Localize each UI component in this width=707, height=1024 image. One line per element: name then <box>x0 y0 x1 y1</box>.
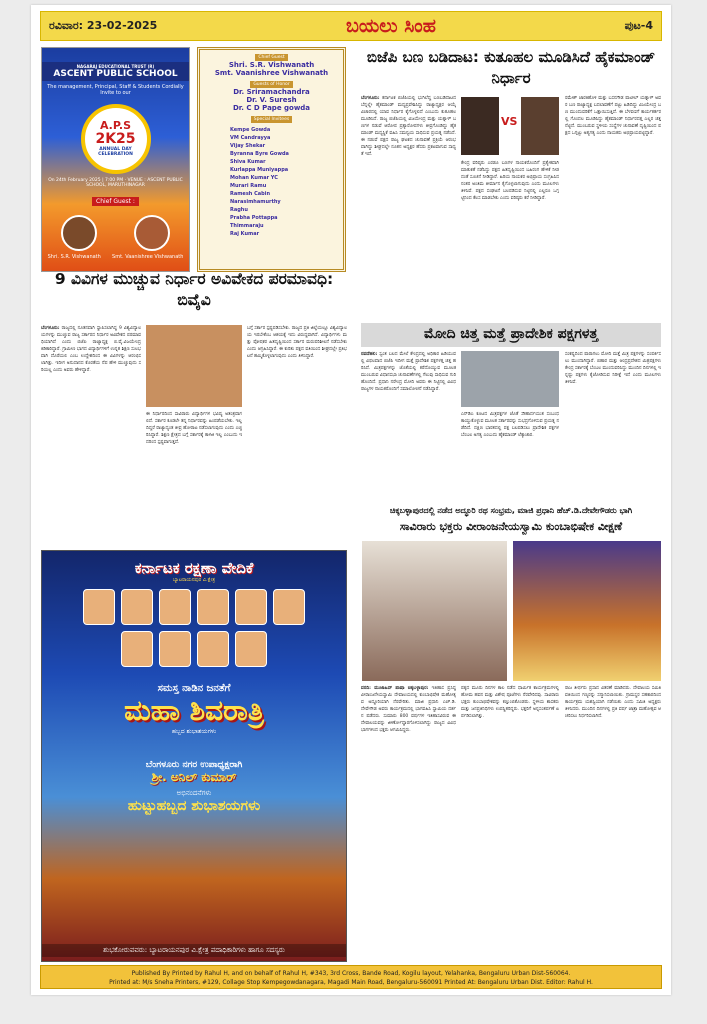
festival-wishes: ಹಬ್ಬದ ಶುಭಾಶಯಗಳು <box>171 728 217 735</box>
list-item: Byranna Byre Gowda <box>230 151 289 157</box>
school-name: NAGARAJ EDUCATIONAL TRUST (R) ASCENT PUBLIC SCHOOL <box>42 62 189 81</box>
article-4-col-2: ಪಕ್ಕದ ಮೂರು ದಿನಗಳ ಕಾಲ ನಡೆದ ಧಾರ್ಮಿಕ ಕಾರ್ಯಕ್ರಮಗಳಲ್ಲಿ ಹೋಮ ಹವನ ಮತ್ತು ವಿಶೇಷ ಪೂಜೆಗಳು ನೆರವೇರಿದವು. ಸಾವಿರಾರು ಭಕ್ತರು ಕುಂಬಾಭಿಷೇಕವನ್ನು ಕಣ್ತುಂಬಿಕೊಂಡರು. ಸ್ಥಳೀಯ ಶಾಸಕರು ಮತ್ತು ಜನಪ್ರತಿನಿಧಿಗಳು ಉಪಸ್ಥಿತರಿದ್ದರು. ಭಕ್ತರಿಗೆ ಅನ್ನಸಂತರ್ಪಣೆ ಏರ್ಪಡಿಸಲಾಗಿತ್ತು. <box>461 686 559 719</box>
article-1-col-1: ಬೆಂಗಳೂರು: ಕರ್ನಾಟಕ ಬಿಜೆಪಿಯಲ್ಲಿ ಭುಗಿಲೆದ್ದ ಬಣಬಡಿದಾಟದ ಬೆನ್ನಲ್ಲೇ ಹೈಕಮಾಂಡ್ ಮಧ್ಯಪ್ರವೇಶಿಸಿದ್ದು ರಾಜ್ಯಾಧ್ಯಕ್ಷರ ಆಯ್ಕೆ ವಿಚಾರದಲ್ಲಿ ಯಾವ ನಿರ್ಧಾರ ಕೈಗೊಳ್ಳಲಿದೆ ಎಂಬುದು ಕುತೂಹಲ ಮೂಡಿಸಿದೆ. ರಾಜ್ಯ ಬಿಜೆಪಿಯಲ್ಲಿ ವಿಜಯೇಂದ್ರ ಮತ್ತು ಯತ್ನಾಳ್ ಬಣಗಳ ನಡುವೆ ಆರೋಪ ಪ್ರತ್ಯಾರೋಪಗಳು ತೀವ್ರಗೊಂಡಿದ್ದು ಹೈಕಮಾಂಡ್ ಮಧ್ಯಸ್ಥಿಕೆ ವಹಿಸಿ ಸಮನ್ವಯ ಸಾಧಿಸುವ ಪ್ರಯತ್ನ ನಡೆಸಿದೆ. ಈ ನಡುವೆ ಪಕ್ಷದ ರಾಜ್ಯ ಘಟಕದ ಚುನಾವಣೆ ಪ್ರಕ್ರಿಯೆ ಆರಂಭವಾಗಿದ್ದು ಶೀಘ್ರದಲ್ಲೇ ನೂತನ ಅಧ್ಯಕ್ಷರ ಹೆಸರು ಪ್ರಕಟವಾಗುವ ಸಾಧ್ಯತೆ ಇದೆ. <box>361 96 456 157</box>
list-item: Kurlappa Muniyappa <box>230 167 289 173</box>
article-4-col-3: ರಾಜ ತೀರ್ಥರು ಪ್ರಸಾದ ವಿತರಣೆ ಮಾಡಿದರು. ದೇವಾಲಯ ಸಮಿತಿ ವತಿಯಿಂದ ಗಣ್ಯರನ್ನು ಸನ್ಮಾನಿಸಲಾಯಿತು. ಗ್ರಾಮಸ್ಥರ ಸಹಕಾರದಿಂದ ಕಾರ್ಯಕ್ರಮ ಯಶಸ್ವಿಯಾಗಿ ನಡೆಯಿತು ಎಂದು ಸಮಿತಿ ಅಧ್ಯಕ್ಷರು ತಿಳಿಸಿದರು. ಮುಂದಿನ ದಿನಗಳಲ್ಲಿ ಪ್ರತಿ ವರ್ಷ ಜಾತ್ರಾ ಮಹೋತ್ಸವ ಆಚರಿಸಲು ನಿರ್ಧರಿಸಲಾಗಿದೆ. <box>565 686 661 719</box>
list-item: VM Candrayya <box>230 135 271 141</box>
guest-list-ad: Chief Guest Shri. S.R. Vishwanath Smt. Vaanishree Vishwanath Guests of Honor Dr. Sriramachandra Dr. V. Suresh Dr. C D Pape gowda Special Invitees Kempe Gowda VM Candrayya Vijay Shekar Byranna Byre Gowda Shiva Kumar Kurlappa Muniyappa Mohan Kumar YC Murari Ramu Ramesh Cabin Narasimhamurthy Raghu Prabha Pottappa Thimmaraju Raj Kumar <box>197 47 346 272</box>
temple-ritual-photo <box>513 541 661 681</box>
member-photo <box>121 631 153 667</box>
guest-photo <box>134 215 170 251</box>
newspaper-title: ಬಯಲು ಸಿಂಹ <box>346 15 436 37</box>
festival-title: ಮಹಾ ಶಿವರಾತ್ರಿ <box>124 694 264 727</box>
honoree-name: ಶ್ರೀ. ಅನಿಲ್ ಕುಮಾರ್ <box>151 770 237 784</box>
article-3-col-2: ಎನ್‌ಡಿಎ ಕೂಟದ ಮಿತ್ರಪಕ್ಷಗಳ ಜೊತೆ ಸೌಹಾರ್ದಯುತ ಸಂಬಂಧ ಕಾಯ್ದುಕೊಳ್ಳುವ ಮೂಲಕ ಸರ್ಕಾರವನ್ನು ಸುಭದ್ರಗೊಳಿಸುವ ಪ್ರಯತ್ನ ನಡೆದಿದೆ. ದಕ್ಷಿಣ ಭಾರತದಲ್ಲಿ ಪಕ್ಷ ಬಲಪಡಿಸಲು ಪ್ರಾದೇಶಿಕ ಪಕ್ಷಗಳ ಬೆಂಬಲ ಅಗತ್ಯ ಎಂಬುದು ಹೈಕಮಾಂಡ್ ಲೆಕ್ಕಾಚಾರ. <box>461 412 559 438</box>
article-1-col-3: ರಮೇಶ್ ಜಾರಕಿಹೊಳಿ ಮತ್ತು ಬಸನಗೌಡ ಪಾಟೀಲ್ ಯತ್ನಾಳ್ ಅವರ ಬಣ ರಾಜ್ಯಾಧ್ಯಕ್ಷ ಬದಲಾವಣೆಗೆ ಪಟ್ಟು ಹಿಡಿದಿದ್ದು ವಿಜಯೇಂದ್ರ ಬಣ ಮುಂದುವರಿಕೆಗೆ ಒತ್ತಾಯಿಸುತ್ತಿದೆ. ಈ ಬೆಳವಣಿಗೆ ಕಾರ್ಯಕರ್ತರಲ್ಲಿ ಗೊಂದಲ ಮೂಡಿಸಿದ್ದು ಹೈಕಮಾಂಡ್ ನಿರ್ಧಾರದತ್ತ ಎಲ್ಲರ ಚಿತ್ತ ನೆಟ್ಟಿದೆ. ಮುಂಬರುವ ಸ್ಥಳೀಯ ಸಂಸ್ಥೆಗಳ ಚುನಾವಣೆ ದೃಷ್ಟಿಯಿಂದ ಪಕ್ಷದ ಒಗ್ಗಟ್ಟು ಅತ್ಯಗತ್ಯ ಎಂದು ನಾಯಕರು ಅಭಿಪ್ರಾಯಪಟ್ಟಿದ್ದಾರೆ. <box>565 96 661 136</box>
imprint-line-2: Printed at: M/s Sneha Printers, #129, Collage Stop Kempegowdanagara, Magadi Main Road, Bengaluru-560091 Printed At: Bengaluru Urban Dist. Editor: Rahul H. <box>109 979 593 986</box>
organisation-name: ಕರ್ನಾಟಕ ರಕ್ಷಣಾ ವೇದಿಕೆ <box>134 559 254 577</box>
member-photo <box>273 589 305 625</box>
vs-icon: VS <box>501 115 518 128</box>
ad-footer: ಶುಭಕೋರುವವರು: ಬ್ಯಾಟರಾಯನಪುರ ವಿ.ಕ್ಷೇತ್ರ ಪದಾಧಿಕಾರಿಗಳು ಹಾಗೂ ಸದಸ್ಯರು <box>42 944 346 957</box>
greeting-text: ಸಮಸ್ತ ನಾಡಿನ ಜನತೆಗೆ <box>157 683 231 694</box>
page-number: ಪುಟ-4 <box>624 19 653 32</box>
guest-label: Chief Guest : <box>92 197 139 206</box>
article-1-col-2: ಕೇಂದ್ರ ವರಿಷ್ಠರು ಎರಡೂ ಬಣಗಳ ನಾಯಕರೊಂದಿಗೆ ಪ್ರತ್ಯೇಕವಾಗಿ ಮಾತುಕತೆ ನಡೆಸಿದ್ದು ಪಕ್ಷದ ಹಿತದೃಷ್ಟಿಯಿಂದ ಬಹಿರಂಗ ಹೇಳಿಕೆ ನೀಡದಂತೆ ಸೂಚನೆ ನೀಡಿದ್ದಾರೆ. ಹಿರಿಯ ನಾಯಕರ ಅಭಿಪ್ರಾಯ ಸಂಗ್ರಹಿಸಿದ ನಂತರ ಅಂತಿಮ ತೀರ್ಮಾನ ಕೈಗೊಳ್ಳಲಾಗುವುದು ಎಂದು ಮೂಲಗಳು ತಿಳಿಸಿವೆ. ಪಕ್ಷದ ಸಂಘಟನೆ ಬಲಪಡಿಸುವ ನಿಟ್ಟಿನಲ್ಲಿ ಎಲ್ಲರೂ ಒಗ್ಗಟ್ಟಿನಿಂದ ಕೆಲಸ ಮಾಡಬೇಕು ಎಂದು ವರಿಷ್ಠರು ಕರೆ ನೀಡಿದ್ದಾರೆ. <box>461 161 559 201</box>
guest-photo <box>61 215 97 251</box>
member-photo <box>197 589 229 625</box>
temple-crowd-photo <box>362 541 507 681</box>
politician-photo-right <box>521 97 559 155</box>
modi-meeting-photo <box>461 351 559 407</box>
list-item: Narasimhamurthy <box>230 199 281 205</box>
shivaratri-greeting-ad <box>41 550 347 962</box>
guest-name: Smt. Vaanishree Vishwanath <box>112 254 184 260</box>
chief-guest-name-2: Smt. Vaanishree Vishwanath <box>214 69 329 77</box>
list-item: Thimmaraju <box>230 223 264 229</box>
masthead <box>40 11 662 41</box>
member-photo <box>197 631 229 667</box>
list-item: Murari Ramu <box>230 183 267 189</box>
article-3-col-1: ನವದೆಹಲಿ: ಸ್ವಂತ ಬಲದ ಮೇಲೆ ಕೇಂದ್ರದಲ್ಲಿ ಅಧಿಕಾರ ಹಿಡಿಯುವಲ್ಲಿ ವಿಫಲವಾದ ಬಿಜೆಪಿ ಇದೀಗ ಮತ್ತೆ ಪ್ರಾದೇಶಿಕ ಪಕ್ಷಗಳತ್ತ ಚಿತ್ತ ಹರಿಸಿದೆ. ಮಿತ್ರಪಕ್ಷಗಳನ್ನು ಜೊತೆಯಲ್ಲಿ ಕರೆದೊಯ್ಯುವ ಮೂಲಕ ಮುಂಬರುವ ವಿಧಾನಸಭಾ ಚುನಾವಣೆಗಳಲ್ಲಿ ಗೆಲುವು ಸಾಧಿಸುವ ಗುರಿ ಹೊಂದಿದೆ. ಪ್ರಧಾನಿ ನರೇಂದ್ರ ಮೋದಿ ಅವರು ಈ ನಿಟ್ಟಿನಲ್ಲಿ ವಿವಿಧ ರಾಜ್ಯಗಳ ನಾಯಕರೊಂದಿಗೆ ಸಮಾಲೋಚನೆ ನಡೆಸಿದ್ದಾರೆ. <box>361 352 456 392</box>
politician-photo-left <box>461 97 499 155</box>
guest-name: Shri. S.R. Vishwanath <box>47 254 101 260</box>
organisation-subtitle: ಬ್ಯಾಟರಾಯನಪುರ ವಿ.ಕ್ಷೇತ್ರ <box>172 577 216 583</box>
article-3-col-3: ಸಂಕಷ್ಟದಿಂದ ಪಾರಾಗಲು ಮೋದಿ ಮತ್ತೆ ಮಿತ್ರ ಪಕ್ಷಗಳನ್ನು ಸಂಪರ್ಕಿಸಲು ಮುಂದಾಗಿದ್ದಾರೆ. ಬಿಹಾರ ಮತ್ತು ಆಂಧ್ರಪ್ರದೇಶದ ಮಿತ್ರಪಕ್ಷಗಳು ಕೇಂದ್ರ ಸರ್ಕಾರಕ್ಕೆ ಬೆಂಬಲ ಮುಂದುವರಿಸಿದ್ದು ಮುಂದಿನ ದಿನಗಳಲ್ಲಿ ಇನ್ನಷ್ಟು ಪಕ್ಷಗಳು ಕೈಜೋಡಿಸುವ ನಿರೀಕ್ಷೆ ಇದೆ ಎಂದು ಮೂಲಗಳು ತಿಳಿಸಿವೆ. <box>565 352 661 385</box>
article-1-headline: ಬಿಜೆಪಿ ಬಣ ಬಡಿದಾಟ: ಕುತೂಹಲ ಮೂಡಿಸಿದೆ ಹೈಕಮಾಂಡ್ ನಿರ್ಧಾರ <box>366 48 656 87</box>
list-item: Prabha Pottappa <box>230 215 278 221</box>
article-3-headline: ಮೋದಿ ಚಿತ್ತ ಮತ್ತೆ ಪ್ರಾದೇಶಿಕ ಪಕ್ಷಗಳತ್ತ <box>361 323 661 347</box>
chief-guest-name: Shri. S.R. Vishwanath <box>228 61 315 69</box>
ad-tagline: The management, Principal, Staff & Students Cordially Invite to our <box>47 84 184 96</box>
birthday-wishes: ಹುಟ್ಟುಹಬ್ಬದ ಶುಭಾಶಯಗಳು <box>127 798 261 814</box>
imprint-footer <box>40 965 662 989</box>
list-item: Ramesh Cabin <box>230 191 270 197</box>
issue-date: ರವಿವಾರ: 23-02-2025 <box>49 19 158 32</box>
event-info: On 24th February 2025 | 7:00 PM · VENUE : ASCENT PUBLIC SCHOOL, MARUTHINAGAR <box>48 178 183 188</box>
newspaper-page <box>31 5 671 995</box>
article-2-col-1: ಬೆಂಗಳೂರು: ರಾಜ್ಯದಲ್ಲಿ ನೂತನವಾಗಿ ಸ್ಥಾಪಿಸಲಾಗಿದ್ದ 9 ವಿಶ್ವವಿದ್ಯಾಲಯಗಳನ್ನು ಮುಚ್ಚುವ ರಾಜ್ಯ ಸರ್ಕಾರದ ನಿರ್ಧಾರ ಅವಿವೇಕದ ಪರಮಾವಧಿಯಾಗಿದೆ ಎಂದು ಬಿಜೆಪಿ ರಾಜ್ಯಾಧ್ಯಕ್ಷ ಬಿ.ವೈ.ವಿಜಯೇಂದ್ರ ಕಿಡಿಕಾರಿದ್ದಾರೆ. ಗ್ರಾಮೀಣ ಭಾಗದ ವಿದ್ಯಾರ್ಥಿಗಳಿಗೆ ಉನ್ನತ ಶಿಕ್ಷಣ ಸುಲಭವಾಗಿ ದೊರೆಯಲಿ ಎಂಬ ಉದ್ದೇಶದಿಂದ ಈ ವಿವಿಗಳನ್ನು ಆರಂಭಿಸಲಾಗಿತ್ತು. ಇದೀಗ ಅನುದಾನದ ಕೊರತೆಯ ನೆಪ ಹೇಳಿ ಮುಚ್ಚುವುದು ಸರಿಯಲ್ಲ ಎಂದು ಅವರು ಹೇಳಿದ್ದಾರೆ. <box>41 326 141 373</box>
article-2-col-3: ಬಗ್ಗೆ ಸರ್ಕಾರ ಸ್ಪಷ್ಟಪಡಿಸಬೇಕು. ರಾಜ್ಯದ ಪ್ರತಿ ಜಿಲ್ಲೆಯಲ್ಲೂ ವಿಶ್ವವಿದ್ಯಾಲಯ ಇರಬೇಕೆಂಬ ಆಶಯಕ್ಕೆ ಇದು ವಿರುದ್ಧವಾಗಿದೆ. ವಿದ್ಯಾರ್ಥಿಗಳು ಮತ್ತು ಪೋಷಕರ ಹಿತದೃಷ್ಟಿಯಿಂದ ಸರ್ಕಾರ ಮರುಪರಿಶೀಲನೆ ನಡೆಸಬೇಕು ಎಂದು ಆಗ್ರಹಿಸಿದ್ದಾರೆ. ಈ ಕುರಿತು ಪಕ್ಷದ ವತಿಯಿಂದ ಶೀಘ್ರದಲ್ಲೇ ಪ್ರತಿಭಟನೆ ಹಮ್ಮಿಕೊಳ್ಳಲಾಗುವುದು ಎಂದು ತಿಳಿಸಿದ್ದಾರೆ. <box>247 326 347 359</box>
leader-photo <box>146 325 242 407</box>
list-item: Raghu <box>230 207 248 213</box>
list-item: Mohan Kumar YC <box>230 175 278 181</box>
member-photo <box>121 589 153 625</box>
imprint-line-1: Published By Printed by Rahul H, and on behalf of Rahul H, #343, 3rd Cross, Bande Road, Kogilu layout, Yelahanka, Bengaluru Urban Dist-560064. <box>131 970 571 977</box>
list-item: Vijay Shekar <box>230 143 266 149</box>
list-item: Raj Kumar <box>230 231 260 237</box>
position-text: ಬೆಂಗಳೂರು ನಗರ ಉಪಾಧ್ಯಕ್ಷರಾಗಿ <box>145 760 243 770</box>
member-photo <box>235 631 267 667</box>
event-logo: A.P.S 2K25 ANNUAL DAY CELEBRATION <box>81 104 151 174</box>
school-annual-day-ad <box>41 47 190 272</box>
member-photo <box>235 589 267 625</box>
article-4-col-1: ವರದಿ: ಮುಜಾಹಿದ್ ಪಾಷಾ ಚಿಕ್ಕಬಳ್ಳಾಪುರ: ಇತಿಹಾಸ ಪ್ರಸಿದ್ಧ ವೀರಾಂಜನೇಯಸ್ವಾಮಿ ದೇವಾಲಯದಲ್ಲಿ ಕುಂಬಾಭಿಷೇಕ ಮಹೋತ್ಸವ ಅದ್ಧೂರಿಯಾಗಿ ನೆರವೇರಿತು. ಮಾಜಿ ಪ್ರಧಾನಿ ಎಚ್.ಡಿ.ದೇವೇಗೌಡ ಅವರು ಕಾರ್ಯಕ್ರಮದಲ್ಲಿ ಭಾಗವಹಿಸಿ ಸ್ವಾಮಿಯ ದರ್ಶನ ಪಡೆದರು. ಸುಮಾರು 800 ವರ್ಷಗಳ ಇತಿಹಾಸವಿರುವ ಈ ದೇವಾಲಯವನ್ನು ಜೀರ್ಣೋದ್ಧಾರಗೊಳಿಸಲಾಗಿದ್ದು ರಾಜ್ಯದ ವಿವಿಧ ಭಾಗಗಳಿಂದ ಭಕ್ತರು ಆಗಮಿಸಿದ್ದರು. <box>361 686 456 733</box>
article-2-headline: 9 ವಿವಿಗಳ ಮುಚ್ಚುವ ನಿರ್ಧಾರ ಅವಿವೇಕದ ಪರಮಾವಧಿ: ಬಿವೈವಿ <box>54 270 334 309</box>
article-2-col-2: ಈ ನಿರ್ಧಾರದಿಂದ ಸಾವಿರಾರು ವಿದ್ಯಾರ್ಥಿಗಳ ಭವಿಷ್ಯ ಅತಂತ್ರವಾಗಲಿದೆ. ಸರ್ಕಾರ ಕೂಡಲೇ ತನ್ನ ನಿರ್ಧಾರವನ್ನು ಹಿಂಪಡೆಯಬೇಕು. ಇಲ್ಲದಿದ್ದರೆ ರಾಜ್ಯಾದ್ಯಂತ ತೀವ್ರ ಹೋರಾಟ ನಡೆಸಲಾಗುವುದು ಎಂದು ಎಚ್ಚರಿಸಿದ್ದಾರೆ. ಶಿಕ್ಷಣ ಕ್ಷೇತ್ರದ ಬಗ್ಗೆ ಸರ್ಕಾರಕ್ಕೆ ಕಾಳಜಿ ಇಲ್ಲ ಎಂಬುದು ಇದರಿಂದ ಸ್ಪಷ್ಟವಾಗುತ್ತದೆ. <box>146 412 242 445</box>
article-4-subhead: ಚಿಕ್ಕಬಳ್ಳಾಪುರದಲ್ಲಿ ನಡೆದ ಅದ್ಧೂರಿ ರಥ ಸಂಭ್ರಮ, ಮಾಜಿ ಪ್ರಧಾನಿ ಹೆಚ್.ಡಿ.ದೇವೇಗೌಡರು ಭಾಗಿ <box>389 506 633 515</box>
member-photo <box>159 589 191 625</box>
list-item: Kempe Gowda <box>230 127 271 133</box>
article-4-headline: ಸಾವಿರಾರು ಭಕ್ತರು ವೀರಾಂಜನೇಯಸ್ವಾಮಿ ಕುಂಬಾಭಿಷೇಕ ವೀಕ್ಷಣೆ <box>361 517 661 537</box>
member-photo <box>159 631 191 667</box>
list-item: Shiva Kumar <box>230 159 266 165</box>
invitee-list <box>230 126 343 238</box>
member-photo <box>83 589 115 625</box>
congratulations-text: ಅಭಿನಂದನೆಗಳು <box>176 789 212 797</box>
